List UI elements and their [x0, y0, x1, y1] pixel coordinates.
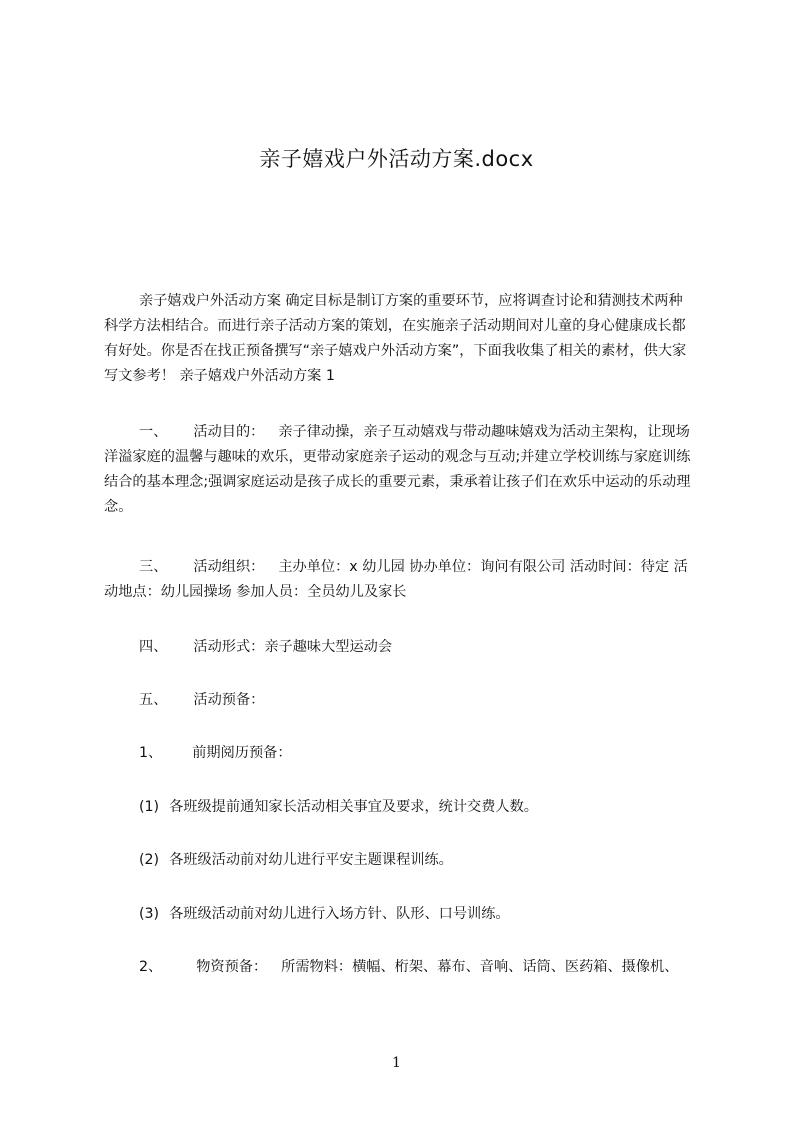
subsection-2-text: 所需物料：横幅、桁架、幕布、音响、话筒、医药箱、摄像机、 [281, 959, 679, 975]
section-5-number: 五、 [139, 692, 168, 708]
section-5-heading: 活动预备： [193, 692, 265, 708]
section-3-text: 主办单位：x 幼儿园 协办单位：询问有限公司 活动时间：待定 活动地点：幼儿园操场 参加人员：全员幼儿及家长 [104, 559, 688, 600]
section-1-paragraph [104, 420, 694, 520]
list-item [104, 795, 538, 820]
list-item [104, 848, 453, 873]
list-item-marker: (1) [139, 799, 160, 815]
section-3-heading: 活动组织： [193, 559, 265, 575]
section-3-paragraph [104, 555, 694, 605]
section-3-number: 三、 [139, 559, 168, 575]
section-1-heading: 活动目的： [193, 424, 265, 440]
intro-paragraph: 亲子嬉戏户外活动方案 确定目标是制订方案的重要环节，应将调查讨论和猜测技术两种科学方法相结合。而进行亲子活动方案的策划，在实施亲子活动期间对儿童的身心健康成长都有好处。你是否在找正预备撰写“亲子嬉戏户外活动方案”，下面我收集了相关的素材，供大家写文参考！ 亲子嬉戏户外活动方案 1 [104, 293, 687, 384]
subsection-2-heading: 物资预备： [196, 959, 268, 975]
section-4-line [104, 635, 392, 660]
page-number: 1 [392, 1055, 401, 1071]
list-item [104, 902, 510, 927]
subsection-1-line [104, 741, 292, 766]
subsection-1-heading: 前期阅历预备： [192, 745, 292, 761]
list-item-text: 各班级提前通知家长活动相关事宜及要求，统计交费人数。 [169, 799, 538, 815]
subsection-2-paragraph [104, 955, 694, 980]
list-item-marker: (2) [139, 852, 160, 868]
list-item-marker: (3) [139, 906, 160, 922]
subsection-2-number: 2、 [139, 959, 163, 975]
section-1-text: 亲子律动操，亲子互动嬉戏与带动趣味嬉戏为活动主架构，让现场洋溢家庭的温馨与趣味的欢乐，更带动家庭亲子运动的观念与互动;并建立学校训练与家庭训练结合的基本理念;强调家庭运动是孩子成长的重要元素，秉承着让孩子们在欢乐中运动的乐动理念。 [104, 424, 691, 515]
section-5-line [104, 688, 264, 713]
document-title: 亲子嬉戏户外活动方案.docx [259, 147, 534, 171]
section-4-number: 四、 [139, 639, 168, 655]
section-1-number: 一、 [139, 424, 168, 440]
list-item-text: 各班级活动前对幼儿进行入场方针、队形、口号训练。 [169, 906, 510, 922]
section-4-heading: 活动形式：亲子趣味大型运动会 [193, 639, 393, 655]
subsection-1-number: 1、 [139, 745, 163, 761]
list-item-text: 各班级活动前对幼儿进行平安主题课程训练。 [169, 852, 453, 868]
